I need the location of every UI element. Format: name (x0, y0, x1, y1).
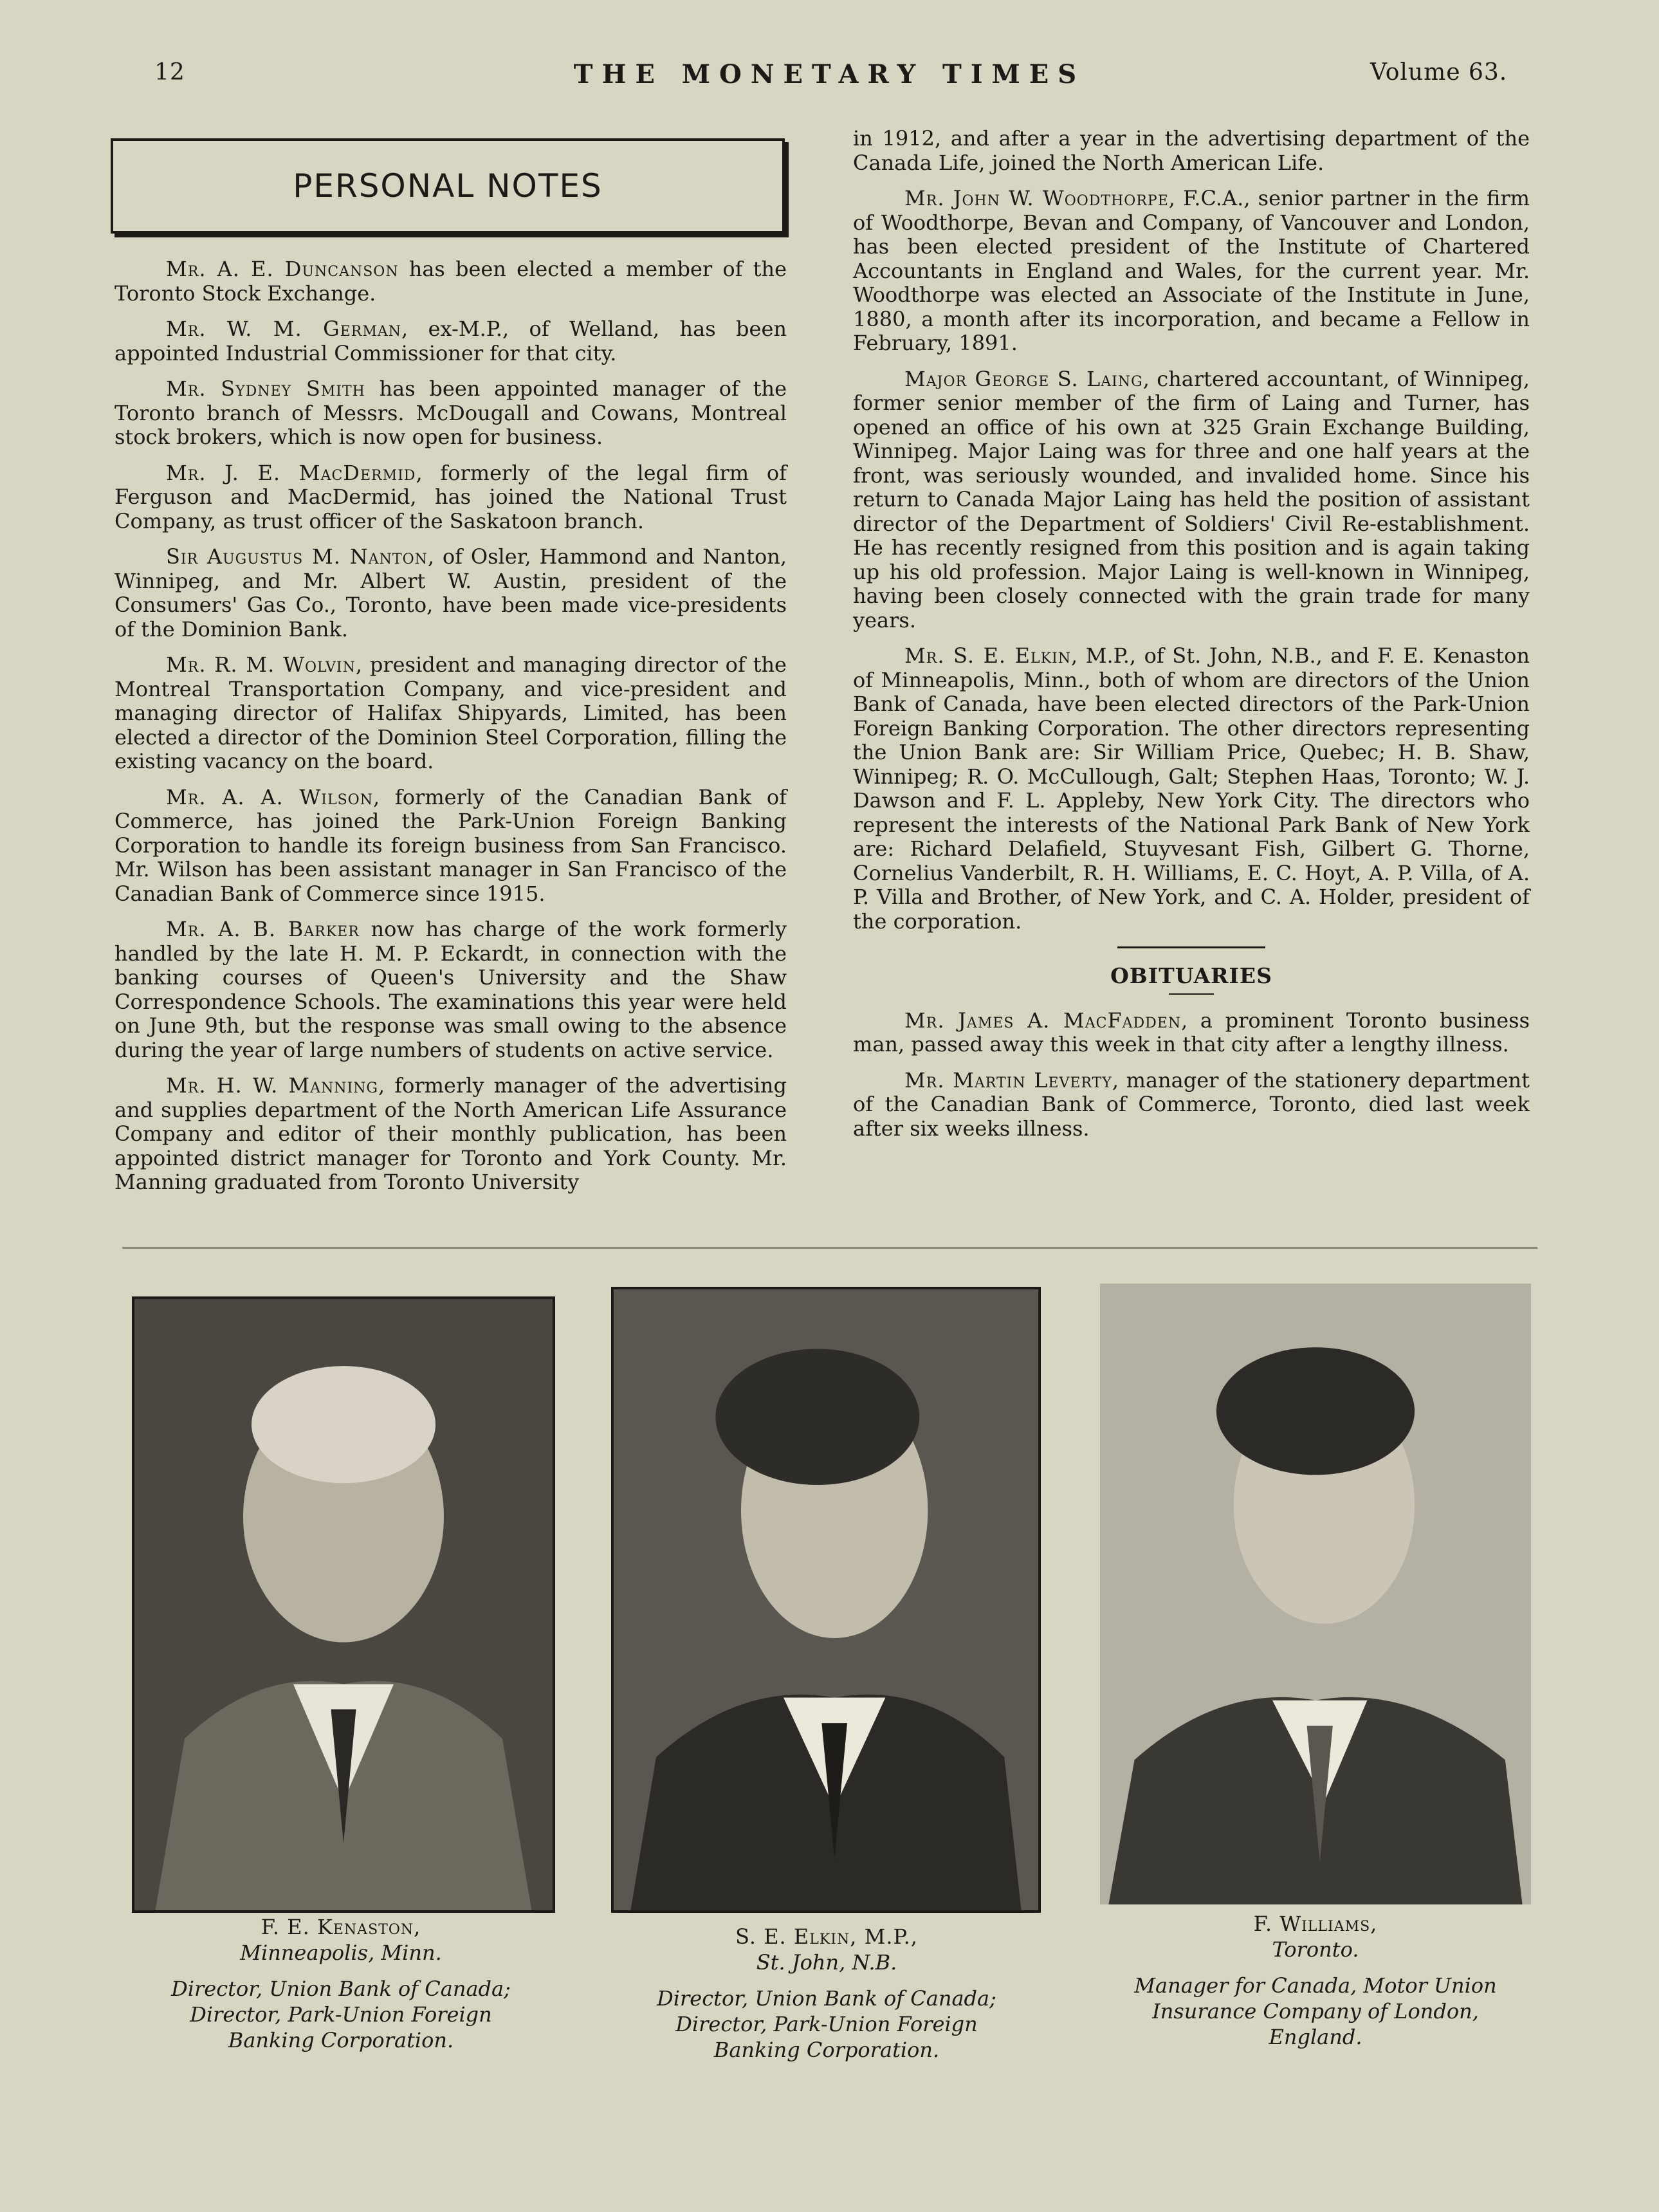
personal-note (115, 786, 787, 907)
note-text: , chartered accountant, of Winnipeg, former senior member of the firm of Laing and Turner, has opened an office of his own at 325 Grain Exchange Building, Winnipeg. Major Laing was for three and one half years at the front, was seriously wounded, and invalided home. Since his return to Canada Major Laing has held the position of assistant director of the Department of Soldiers' Civil Re-establishment. He has recently resigned from this position and is again taking up his old profession. Major Laing is well-known in Winnipeg, having been closely connected with the grain trade for many years. (853, 366, 1530, 632)
section-separator (122, 1247, 1537, 1249)
person-name: Mr. James A. MacFadden (904, 1008, 1182, 1033)
continued-paragraph: in 1912, and after a year in the advertising department of the Canada Life, joined the North American Life. (853, 126, 1530, 175)
personal-note (115, 917, 787, 1062)
caption-name: F. Williams, (1253, 1912, 1378, 1936)
caption-place: Toronto. (1272, 1937, 1359, 1962)
caption-role-line: Manager for Canada, Motor Union (1134, 1973, 1497, 1998)
volume-label: Volume 63. (1370, 59, 1508, 86)
personal-note (115, 653, 787, 774)
note-text: , M.P., of St. John, N.B., and F. E. Kenaston of Minneapolis, Minn., both of whom are directors of the Union Bank of Canada, have been elected directors of the Park-Union Foreign Banking Corporation. The other directors representing the Union Bank are: Sir William Price, Quebec; H. B. Shaw, Winnipeg; R. O. McCullough, Galt; Stephen Haas, Toronto; W. J. Dawson and F. L. Appleby, New York City. The directors who represent the interests of the National Park Bank of New York are: Richard Delafield, Stuyvesant Fish, Gilbert G. Thorne, Cornelius Vanderbilt, R. H. Williams, E. C. Hoyt, A. P. Villa, of A. P. Villa and Brother, of New York, and C. A. Holder, president of the corporation. (853, 643, 1530, 934)
obituaries-heading: OBITUARIES (1110, 963, 1272, 988)
caption-role-line: Director, Park-Union Foreign (675, 2012, 978, 2036)
person-name: Mr. R. M. Wolvin (166, 652, 356, 677)
caption-kenaston (96, 1914, 585, 2053)
note-text: , F.C.A., senior partner in the firm of Woodthorpe, Bevan and Company, of Vancouver and London, has been elected president of the Institute of Chartered Accountants in England and Wales, for the current year. Mr. Woodthorpe was elected an Associate of the Institute in June, 1880, a month after its incorporation, and became a Fellow in February, 1891. (853, 186, 1530, 355)
caption-role-line: Banking Corporation. (228, 2028, 454, 2052)
portrait-photo-williams (1100, 1284, 1531, 1904)
note-text: , formerly manager of the advertising and supplies department of the North American Life Assurance Company and editor of their monthly publication, has been appointed district manager for Toronto and York County. Mr. Manning graduated from Toronto University (115, 1073, 787, 1194)
person-name: Major George S. Laing (904, 366, 1143, 391)
caption-name: F. E. Kenaston, (261, 1915, 421, 1939)
note-text: , president and managing director of the Montreal Transportation Company, and vice-president and managing director of Halifax Shipyards, Limited, has been elected a director of the Dominion Steel Corporation, filling the existing vacancy on the board. (115, 652, 787, 773)
section-title: PERSONAL NOTES (293, 167, 603, 205)
personal-note (115, 545, 787, 641)
caption-role-line: Insurance Company of London, (1152, 1999, 1479, 2023)
person-name: Mr. John W. Woodthorpe (904, 186, 1169, 210)
caption-elkin (582, 1924, 1071, 2063)
caption-role-line: Banking Corporation. (713, 2038, 940, 2062)
divider-rule (1117, 946, 1265, 948)
caption-williams (1071, 1911, 1560, 2050)
caption-place: St. John, N.B. (756, 1950, 897, 1975)
personal-note (853, 644, 1530, 934)
note-text: has been appointed manager of the Toronto branch of Messrs. McDougall and Cowans, Montreal stock brokers, which is now open for business. (115, 376, 787, 449)
note-text: , manager of the stationery department of the Canadian Bank of Commerce, Toronto, died last week after six weeks illness. (853, 1067, 1530, 1141)
left-column (115, 257, 787, 1206)
person-name: Mr. A. B. Barker (166, 917, 360, 941)
page-number: 12 (154, 59, 185, 86)
person-name: Mr. Sydney Smith (166, 376, 365, 401)
personal-note (115, 317, 787, 365)
caption-place: Minneapolis, Minn. (240, 1940, 442, 1965)
personal-note (115, 461, 787, 534)
caption-role-line: England. (1269, 2025, 1362, 2049)
person-name: Mr. W. M. German (166, 317, 401, 341)
personal-note (115, 377, 787, 450)
person-name: Mr. A. A. Wilson (166, 784, 373, 809)
portrait-photo-kenaston (132, 1296, 555, 1913)
personal-note (115, 1074, 787, 1195)
person-name: Mr. A. E. Duncanson (166, 257, 399, 281)
personal-note (115, 257, 787, 306)
portrait-photo-elkin (611, 1287, 1041, 1913)
note-text: has been elected a member of the Toronto Stock Exchange. (115, 257, 787, 306)
person-name: Mr. Martin Leverty (904, 1067, 1112, 1092)
note-text: , of Osler, Hammond and Nanton, Winnipeg, and Mr. Albert W. Austin, president of the Consumers' Gas Co., Toronto, have been made vice-presidents of the Dominion Bank. (115, 544, 787, 641)
person-name: Mr. S. E. Elkin (904, 643, 1072, 668)
obituary-note (853, 1009, 1530, 1057)
note-text: , ex-M.P., of Welland, has been appointed Industrial Commissioner for that city. (115, 317, 787, 365)
caption-role-line: Director, Union Bank of Canada; (171, 1977, 511, 2001)
personal-note (853, 187, 1530, 356)
right-column (853, 127, 1530, 1152)
note-text: , formerly of the legal firm of Ferguson and MacDermid, has joined the National Trust Company, as trust officer of the Saskatoon branch. (115, 460, 787, 533)
obituary-note (853, 1069, 1530, 1141)
note-text: , formerly of the Canadian Bank of Commerce, has joined the Park-Union Foreign Banking Corporation to handle its foreign business from San Francisco. Mr. Wilson has been assistant manager in San Francisco of the Canadian Bank of Commerce since 1915. (115, 784, 787, 906)
caption-role-line: Director, Union Bank of Canada; (657, 1986, 996, 2011)
caption-role-line: Director, Park-Union Foreign (190, 2002, 492, 2027)
note-text: , a prominent Toronto business man, passed away this week in that city after a lengthy illness. (853, 1008, 1530, 1056)
person-name: Sir Augustus M. Nanton (166, 544, 428, 569)
personal-note (853, 367, 1530, 633)
caption-name: S. E. Elkin, M.P., (735, 1924, 918, 1949)
section-title-box (111, 138, 785, 234)
journal-title: THE MONETARY TIMES (573, 59, 1086, 89)
note-text: now has charge of the work formerly handled by the late H. M. P. Eckardt, in connection with the banking courses of Queen's University and the Shaw Correspondence Schools. The examinations this year were held on June 9th, but the response was small owing to the absence during the year of large numbers of students on active service. (115, 917, 787, 1062)
person-name: Mr. H. W. Manning (166, 1073, 378, 1098)
person-name: Mr. J. E. MacDermid (166, 460, 416, 485)
heading-underline (1169, 993, 1214, 995)
